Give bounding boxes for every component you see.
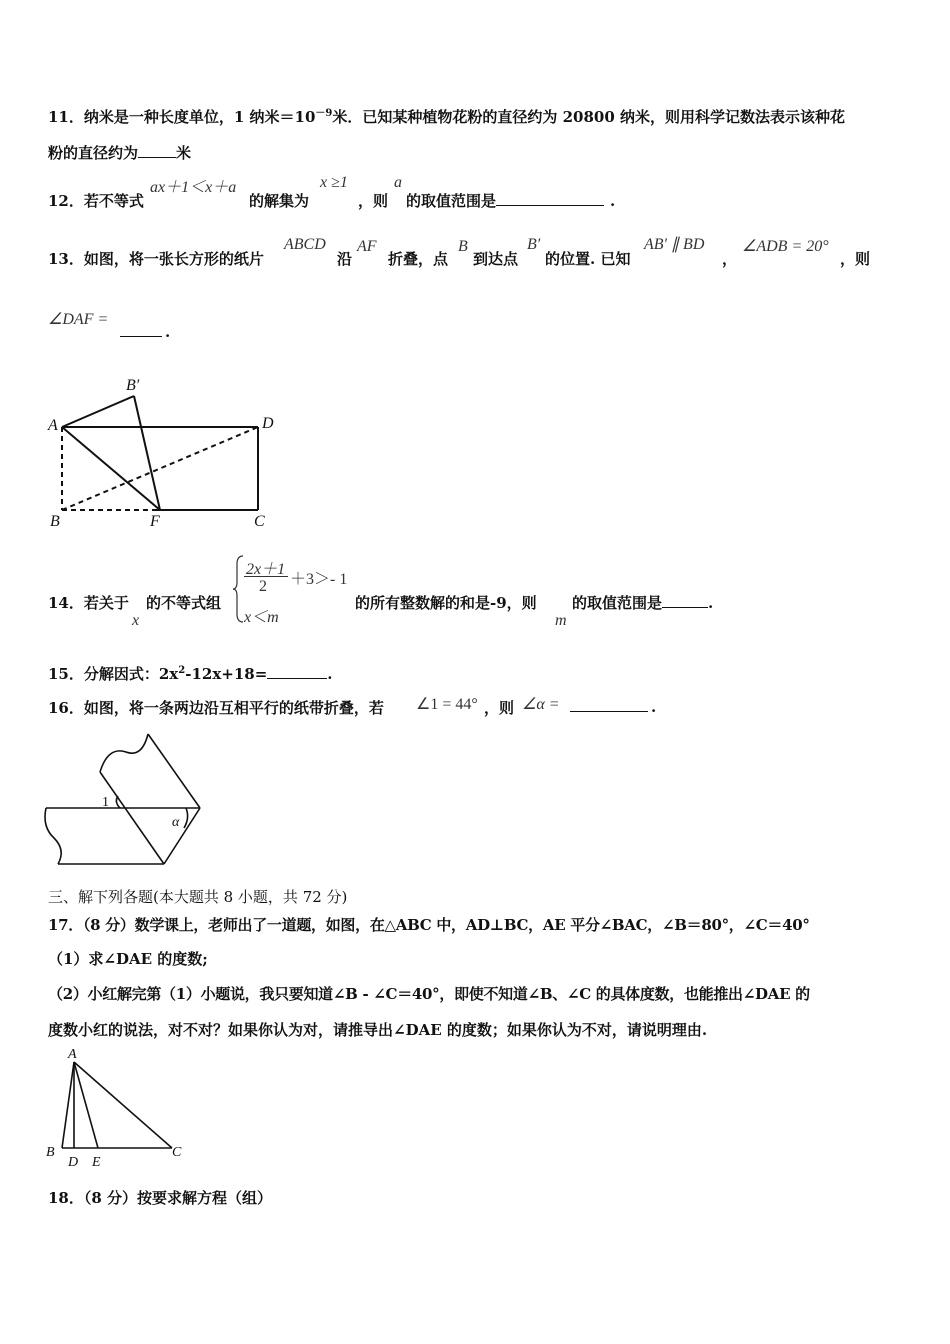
q13-t2: 折叠，点 xyxy=(388,250,449,268)
fig16-folded-strip-diagram xyxy=(44,732,214,867)
q14-answer-blank xyxy=(662,593,708,608)
q13-math-af: AF xyxy=(357,238,377,255)
q13-t6: ，则 xyxy=(840,250,871,268)
q13-num: 13．如图，将一张长方形的纸片 xyxy=(48,250,264,268)
q13-math-angle-daf: ∠DAF = xyxy=(48,311,109,328)
fig17-side-ac xyxy=(74,1062,172,1148)
q13-line2 xyxy=(120,322,170,341)
fig16-strip-left-tear xyxy=(45,808,61,864)
q11-answer-blank xyxy=(138,143,176,158)
q14-end: . xyxy=(708,594,714,612)
fig16-fold-right-edge xyxy=(148,734,200,808)
fig17-label-e: E xyxy=(92,1155,101,1170)
q14-fraction-bar xyxy=(244,576,288,577)
q18-text: 18．（8 分）按要求解方程（组） xyxy=(48,1189,273,1207)
q12-t2: ，则 xyxy=(358,192,389,210)
q13-answer-blank xyxy=(120,322,162,337)
q11-text-b: 米．已知某种植物花粉的直径约为 20800 纳米，则用科学记数法表示该种花 xyxy=(332,108,846,126)
fig13-segment-ab-prime xyxy=(62,396,134,427)
q13-math-b: B xyxy=(458,238,468,255)
q16-answer-blank xyxy=(570,697,648,712)
q15-text-b: -12x+18= xyxy=(185,665,268,683)
q12-math-a: a xyxy=(394,174,402,191)
fig17-label-d: D xyxy=(68,1155,79,1170)
q14-t3-text: 的取值范围是 xyxy=(572,594,663,612)
q11-line1 xyxy=(48,104,845,127)
q16-t1: ，则 xyxy=(484,699,515,717)
q16-blank-line xyxy=(570,697,656,716)
q15-text-a: 15．分解因式：2x xyxy=(48,665,179,683)
q14-sys-numerator: 2x＋1 xyxy=(246,561,286,578)
q12-t3-text: 的取值范围是 xyxy=(406,192,497,210)
q15-exponent: 2 xyxy=(178,665,186,676)
q15-end: . xyxy=(327,665,333,683)
q13-end: . xyxy=(165,323,171,341)
q14-var-x: x xyxy=(132,612,140,629)
q12-num: 12．若不等式 xyxy=(48,192,144,210)
q13-math-parallel: AB′ ∥ BD xyxy=(644,236,705,253)
fig17-bisector-ae xyxy=(74,1062,98,1148)
fig13-fold-line-af xyxy=(62,427,160,510)
q13-t3: 到达点 xyxy=(473,250,519,268)
fig13-label-d: D xyxy=(262,415,274,432)
fig17-triangle-diagram xyxy=(42,1046,192,1171)
q14-t2: 的所有整数解的和是-9，则 xyxy=(355,594,537,612)
fig17-label-c: C xyxy=(172,1145,182,1160)
fig16-alpha-arc xyxy=(184,808,188,828)
q15-line xyxy=(48,663,333,684)
q14-var-m: m xyxy=(555,612,567,629)
q16-math-alpha: ∠α = xyxy=(522,696,560,713)
q13-math-angle-adb: ∠ADB = 20° xyxy=(742,238,829,255)
fig13-label-c: C xyxy=(254,513,265,530)
q12-t3 xyxy=(406,190,615,211)
q13-math-bprime: B′ xyxy=(527,236,541,253)
fig13-label-f: F xyxy=(150,513,160,530)
q11-line2-text: 粉的直径约为 xyxy=(48,144,139,162)
q12-math-solution: x ≥1 xyxy=(320,174,348,191)
fig13-rectangle-fold-diagram xyxy=(44,372,284,532)
q11-text-a: 11．纳米是一种长度单位，1 纳米＝10 xyxy=(48,108,316,126)
q17-part2-b: 度数小红的说法，对不对？如果你认为对，请推导出∠DAE 的度数；如果你认为不对，请说明理由. xyxy=(48,1021,708,1039)
fig16-label-alpha: α xyxy=(172,815,180,830)
q16-num: 16．如图，将一条两边沿互相平行的纸带折叠，若 xyxy=(48,699,384,717)
q12-math-inequality: ax＋1＜x＋a xyxy=(150,179,237,196)
q14-sys-denominator: 2 xyxy=(259,578,267,595)
fig17-label-a: A xyxy=(68,1047,77,1062)
q14-num: 14．若关于 xyxy=(48,594,129,612)
q11-line2-end: 米 xyxy=(176,144,192,162)
q17-part1: （1）求∠DAE 的度数; xyxy=(48,950,208,968)
q13-t1: 沿 xyxy=(337,250,353,268)
q17-line1: 17．（8 分）数学课上，老师出了一道题，如图，在△ABC 中，AD⊥BC，AE 平分∠BAC，∠B＝80°，∠C＝40° xyxy=(48,916,810,934)
fig13-label-a: A xyxy=(48,417,58,434)
q11-exponent: －9 xyxy=(315,108,333,119)
fig17-side-ab xyxy=(62,1062,74,1148)
q16-math-angle1: ∠1 = 44° xyxy=(416,696,478,713)
q16-end: . xyxy=(651,698,657,716)
fig16-fold-crease xyxy=(164,808,200,864)
q12-t1: 的解集为 xyxy=(249,192,310,210)
fig16-fold-top-tear xyxy=(100,734,148,772)
q14-t1: 的不等式组 xyxy=(146,594,222,612)
fig13-label-b-prime: B′ xyxy=(126,377,140,394)
fig13-dashed-bd xyxy=(62,427,258,510)
q14-sys-rest: ＋3＞- 1 xyxy=(290,571,348,588)
q14-sys-line2: x＜m xyxy=(244,609,279,626)
q17-part2-a: （2）小红解完第（1）小题说，我只要知道∠B - ∠C＝40°，即使不知道∠B、∠C 的具体度数，也能推出∠DAE 的 xyxy=(48,985,810,1003)
fig16-label-1: 1 xyxy=(102,795,109,810)
fig17-label-b: B xyxy=(46,1145,55,1160)
fig13-label-b: B xyxy=(50,513,60,530)
q13-t4: 的位置. 已知 xyxy=(545,250,631,268)
fig13-segment-b-prime-f xyxy=(134,396,160,510)
section3-title: 三、解下列各题(本大题共 8 小题，共 72 分) xyxy=(48,888,348,906)
q13-t5: ， xyxy=(722,250,738,268)
q13-math-abcd: ABCD xyxy=(284,236,326,253)
q14-t3 xyxy=(572,592,713,613)
q11-line2 xyxy=(48,142,191,163)
fig16-fold-left-edge xyxy=(100,772,164,864)
q15-answer-blank xyxy=(267,664,327,679)
q12-end: . xyxy=(610,192,616,210)
q12-answer-blank xyxy=(496,191,604,206)
